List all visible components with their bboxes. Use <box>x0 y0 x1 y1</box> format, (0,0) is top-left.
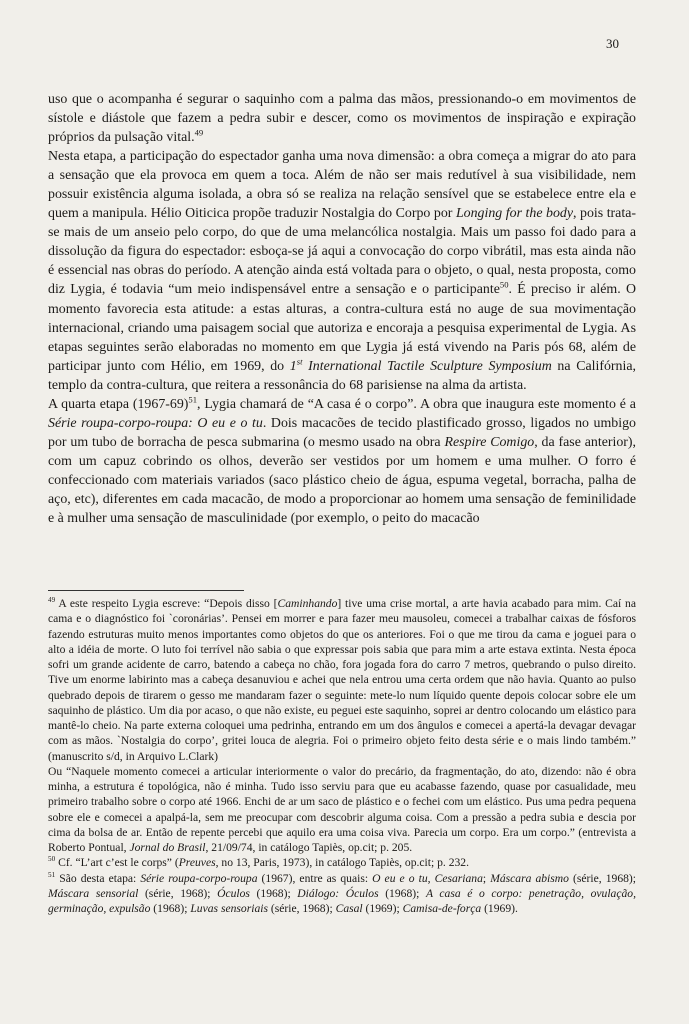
text-run: O eu e o tu, Cesariana <box>372 871 483 885</box>
text-run: , pois trata-se mais de um anseio pelo corpo, do que de uma melancólica nostalgia. Mais um passo foi dado para a dissolução da figura do espectador: esboça-se já aqui a convocação do corpo vibrátil, mas esta ainda não é essencial nas obras do período. A atenção ainda está voltada para o objeto, o qual, nesta proposta, como diz Lygia, é todavia “um meio indispensável entre a sensação e o participante <box>48 206 636 298</box>
page-number: 30 <box>606 36 619 51</box>
text-run: Diálogo: Óculos <box>297 886 379 900</box>
text-run: Longing for the body <box>455 206 574 222</box>
text-run: uso que o acompanha é segurar o saquinho com a palma das mãos, pressionando-o em movimentos de sístole e diástole que fazem a pedra subir e descer, como os movimentos de inspiração e expiração próprios da pulsação vital. <box>48 92 636 146</box>
text-run: (1968); <box>378 886 426 900</box>
text-run: Máscara abismo <box>490 871 569 885</box>
text-run: Nesta etapa, a participação do espectador ganha uma nova dimensão: a obra começa a migrar do ato para a sensação que ela provoca em quem a toca. Além de não ser mais redutível à sua visibilidade, nem possuir existência alguma isolada, a obra só se realiza na relação sensível que se estabelece entre ela e quem a manipula. Hélio Oiticica propõe traduzir Nostalgia do Corpo por <box>48 149 636 222</box>
text-run: 1 <box>289 358 297 374</box>
text-run: São desta etapa: <box>55 871 141 885</box>
footnote <box>48 764 636 856</box>
text-run: . Dois macacões de tecido plastificado grosso, ligados no umbigo por um tubo de borracha de pesca submarina (o mesmo usado na obra <box>48 415 637 450</box>
text-run: International Tactile Sculpture Symposium <box>302 358 552 374</box>
footnote <box>48 855 636 870</box>
text-run: st <box>296 356 303 367</box>
text-run: (1967), entre as quais: <box>257 871 373 885</box>
text-run: , 21/09/74, in catálogo Tapiès, op.cit; p. 205. <box>205 841 413 854</box>
text-run: Série roupa-corpo-roupa <box>140 871 258 885</box>
text-run: Série roupa-corpo-roupa: O eu e o tu <box>48 415 263 431</box>
text-run: Óculos <box>217 886 250 900</box>
text-run: A quarta etapa (1967-69) <box>48 396 189 412</box>
paragraph <box>48 147 636 395</box>
text-run: Camisa-de-força <box>402 902 482 915</box>
footnote-ref: 51 <box>48 870 56 879</box>
text-run: Luvas sensoriais <box>190 902 268 915</box>
text-run: Ou “Naquele momento comecei a articular interiormente o valor do precário, da fragmentação, do ato, dizendo: não é obra minha, a estrutura é topológica, não é minha. Tudo isso serviu para que eu acabasse fazendo, quase por casualidade, meu primeiro trabalho sobre o corpo até 1966. Enchi de ar um saco de plástico e o fechei com um elástico. Pus uma pedra pequena sobre ele e comecei a apalpá-la, sem me preocupar com descobrir alguma coisa. Com a pressão a pedra subia e descia por cima da bolsa de ar. Então de repente percebi que aquilo era uma coisa viva. Parecia um corpo. Era um corpo.” (entrevista a Roberto Pontual, <box>48 764 636 854</box>
footnote-ref: 49 <box>48 596 56 605</box>
footnote <box>48 596 636 764</box>
text-run: Caminhando <box>277 597 338 610</box>
footnote-ref: 51 <box>188 394 198 405</box>
text-run: A este respeito Lygia escreve: “Depois disso [ <box>55 597 278 610</box>
footnotes <box>48 596 636 916</box>
text-run: (1968); <box>249 886 298 900</box>
text-run: (1968); <box>150 902 191 915</box>
text-run: ; <box>482 871 491 885</box>
text-run: (série, 1968); <box>138 886 218 900</box>
text-run: , da fase anterior), com um capuz cobrindo os olhos, deverão ser vestidos por um homem e uma mulher. O forro é confeccionado com materiais variados (saco plástico cheio de água, espuma vegetal, borracha, palha de aço, etc), diferentes em cada macacão, de modo a proporcionar ao homem uma sensação de feminilidade e à mulher uma sensação de masculinidade (por exemplo, o peito do macacão <box>48 434 637 527</box>
footnote <box>48 871 636 917</box>
body-text <box>48 90 636 528</box>
paragraph <box>48 395 636 528</box>
text-run: (1969). <box>481 902 518 915</box>
paragraph <box>48 90 636 147</box>
text-run: Cf. “L’art c’est le corps” ( <box>55 856 179 870</box>
text-run: ] tive uma crise mortal, a arte havia acabado para mim. Caí na cama e o diagnóstico foi `coronárias’. Pensei em morrer e para fazer meu mausoleu, comecei a trabalhar caixas de fósforos fazendo estruturas muito menos importantes como objetos do que os anteriores. Foi o que me tirou da cama e joguei para o alto a idéia de morte. O luto foi terrível não sabia o que expressar pois sabia que para mim a arte estava extinta. Nesta época sofri um grande acidente de carro, batendo a cabeça no chão, fora jogada fora do carro 7 metros, quebrando o pulso direito. Tive um enorme labirinto mas a cabeça desanuviou e achei que nela entrou uma certa ordem que não havia. Quanto ao pulso quebrado depois de tirarem o gesso me mandaram fazer o seguinte: mete-lo num líquido quente depois colocar sobre ele um saquinho de plástico. Um dia por acaso, o que não existe, eu peguei este saquinho, soprei ar dentro colocando um elástico para mantê-lo cheio. Na parte externa coloquei uma pedrinha, entrando em um dos ângulos e comecei a apertá-la devagar devagar com as mãos. `Nostalgia do corpo’, gritei louca de alegria. Foi o primeiro objeto feito desta série e o mais lindo também.” (manuscrito s/d, in Arquivo L.Clark) <box>48 597 636 763</box>
text-run: A casa é o corpo: penetração, ovulação, germinação, expulsão <box>48 886 636 915</box>
text-run: , Lygia chamará de “A casa é o corpo”. A obra que inaugura este momento é a <box>197 396 636 412</box>
footnote-ref: 50 <box>499 279 509 290</box>
footnote-separator <box>48 590 244 591</box>
text-run: Máscara sensorial <box>48 886 139 900</box>
text-run: Casal <box>335 902 363 915</box>
text-run: Preuves <box>178 856 216 870</box>
footnote-ref: 50 <box>48 855 56 864</box>
text-run: Respire Comigo <box>444 434 535 450</box>
text-run: (série, 1968); <box>267 902 336 915</box>
text-run: Jornal do Brasil <box>129 841 206 854</box>
text-run: (1969); <box>362 902 403 915</box>
text-run: (série, 1968); <box>568 871 636 885</box>
text-run: , no 13, Paris, 1973), in catálogo Tapiès, op.cit; p. 232. <box>215 856 469 870</box>
footnote-ref: 49 <box>194 127 204 138</box>
text-run: . É preciso ir além. O momento favorecia esta atitude: a estas alturas, a contra-cultura está no auge de sua movimentação internacional, criando uma paisagem social que autoriza e encoraja a pesquisa experimental de Lygia. As etapas seguintes serão elaboradas no momento em que Lygia já está vivendo na Paris pós 68, além de participar junto com Hélio, em 1969, do <box>48 282 637 374</box>
text-run: na Califórnia, templo da contra-cultura, que reitera a ressonância do 68 parisiense na alma da artista. <box>48 358 636 393</box>
